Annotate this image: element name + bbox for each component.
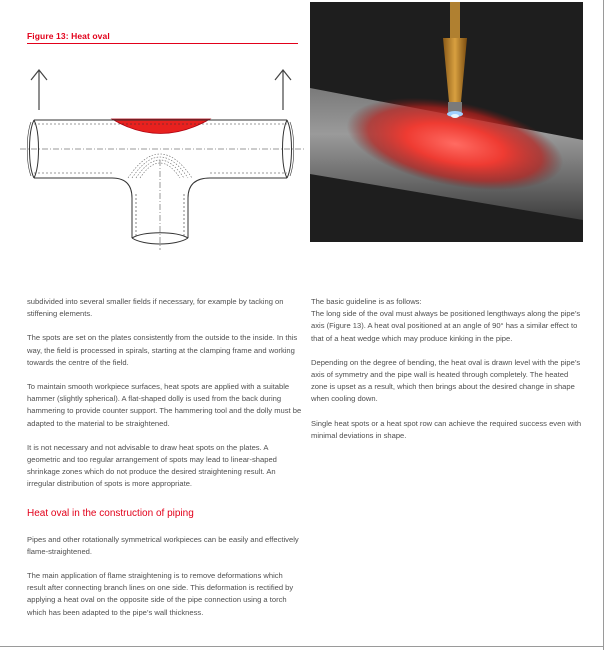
paragraph: subdivided into several smaller fields if necessary, for example by tacking on stiffening elements.	[27, 297, 284, 319]
paragraph: To maintain smooth workpiece surfaces, heat spots are applied with a suitable hammer (slightly spherical). A flat-shaped dolly is used from the back during hammering to provide counter support. The hammering tool and the dolly must be adapted to the material to be straightened.	[27, 382, 302, 428]
paragraph: The basic guideline is as follows: The long side of the oval must always be positioned lengthways along the pipe’s axis (Figure 13). A heat oval positioned at an angle of 90° has a similar effect to that of a heat wedge which may produce kinking in the pipe.	[311, 297, 581, 343]
left-text-column	[27, 296, 302, 631]
page-border-bottom	[0, 646, 604, 647]
page-border-right	[603, 0, 604, 650]
section-heading: Heat oval in the construction of piping	[27, 507, 194, 519]
branch-pipe	[112, 160, 210, 250]
heat-oval	[112, 119, 210, 134]
figure-title: Figure 13: Heat oval	[27, 31, 110, 41]
left-up-arrow-icon	[31, 70, 47, 110]
paragraph: It is not necessary and not advisable to draw heat spots on the plates. A geometric and too regular arrangement of spots may lead to linear-shaped shrinkage zones which do not produce the desired straightening result. An irregular distribution of spots is more appropriate.	[27, 442, 277, 489]
paragraph: Pipes and other rotationally symmetrical workpieces can be easily and effectively flame-straightened.	[27, 534, 299, 556]
paragraph: Single heat spots or a heat spot row can achieve the required success even with minimal deviations in shape.	[311, 418, 582, 440]
flame-straightening-photo	[310, 2, 583, 242]
paragraph: Depending on the degree of bending, the heat oval is drawn level with the pipe’s axis of symmetry and the pipe wall is heated through completely. The heated zone is upset as a result, which then brings about the desired change in shape when cooling down.	[311, 357, 581, 404]
right-up-arrow-icon	[275, 70, 291, 110]
paragraph: The spots are set on the plates consistently from the outside to the inside. In this way, the field is processed in spirals, starting at the clamping frame and working towards the centre of the field.	[27, 333, 298, 367]
right-text-column	[311, 296, 586, 454]
heat-oval-diagram	[20, 60, 305, 250]
figure-title-rule	[27, 43, 298, 44]
paragraph: The main application of flame straightening is to remove deformations which result after connecting branch lines on one side. This deformation is rectified by applying a heat oval on the opposite side of the pipe connection using a torch which has been adapted to the pipe’s wall thickness.	[27, 571, 294, 617]
